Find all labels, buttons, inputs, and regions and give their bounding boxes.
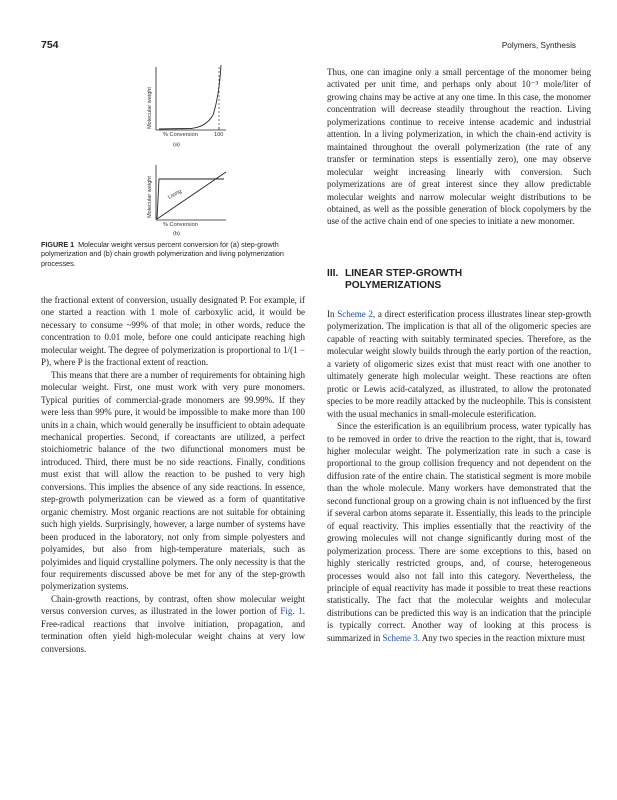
section-title-line1: LINEAR STEP-GROWTH [345, 268, 463, 279]
panel-a [147, 65, 226, 148]
right-column-top [327, 66, 591, 228]
panel-b-xlabel: % Conversion [163, 222, 198, 228]
panel-b-chain-curve [157, 179, 224, 219]
figure-caption-label: FIGURE 1 [41, 240, 75, 249]
figure-1-link[interactable]: Fig. 1 [280, 606, 303, 617]
left-p3-text-a: Chain-growth reactions, by contrast, often show molecular weight versus conversion curves, as illustrated in the lower portion of [41, 593, 305, 617]
left-p3-text-b: . Free-radical reactions that involve initiation, propagation, and termination often yield high-molecular weight chains at very low conversions. [41, 606, 305, 654]
left-paragraph-3 [41, 593, 305, 655]
page-number: 754 [41, 39, 59, 51]
panel-b-label: (b) [173, 231, 180, 237]
right-paragraph-2 [327, 308, 591, 420]
panel-b [147, 165, 226, 237]
panel-a-ylabel: Molecular weight [147, 87, 153, 129]
right-p2-text-a: In [327, 309, 338, 319]
right-paragraph-3 [327, 420, 591, 644]
panel-b-ylabel: Molecular weight [147, 176, 153, 218]
figure-caption [41, 240, 306, 268]
scheme-2-link[interactable]: Scheme 2 [337, 309, 373, 319]
panel-a-x-end-tick: 100 [214, 132, 224, 138]
section-title-line2: POLYMERIZATIONS [345, 280, 442, 291]
right-p3-text-a: Since the esterification is an equilibrium process, water typically has to be removed in order to drive the reaction to the right, that is, toward higher molecular weight. The polymerization rate in such a case is proportional to the group collision frequency and not dependent on the diffusion rate of the entire chain. The statistical segment is more mobile than the whole molecule. Many workers have demonstrated that the second functional group on a growing chain is not influenced by the first if several carbon atoms separate it. Essentially, this leads to the principle of equal reactivity. This implies essentially that the reactivity of the growing molecules will not change significantly during most of the polymerization process. There are some exceptions to this, based on highly sterically restricted groups, and, of course, heterogeneous processes would also not fall into this category. Nevertheless, the principle of equal reactivity has made it possible to treat these reactions statistically. The fact that the molecular weights and molecular distributions can be predicted this way is an indication that the principle is typically correct. Another way of looking at this process is summarized in [327, 421, 591, 643]
figure-caption-text: Molecular weight versus percent conversion for (a) step-growth polymerization and (b) chain growth polymerization and living polymerization processes. [41, 240, 284, 268]
right-p3-text-b: . Any two species in the reaction mixture must [417, 632, 585, 643]
panel-a-label: (a) [173, 142, 180, 148]
right-paragraph-1: Thus, one can imagine only a small percentage of the monomer being activated per unit time, and perhaps only about 10⁻³ mole/liter of growing chains may be active at any one time. In this case, the monomer concentration will decrease steadily throughout the reaction. Living polymerizations continue to receive intense academic and industrial attention. In a living polymerization, in which the chain-end activity is maintained throughout the overall polymerization (the rate of any transfer or termination steps is essentially zero), one may observe molecular weight increasing linearly with conversion. Such polymerizations are of great interest since they allow predictable molecular weights and narrow molecular weight distributions to be obtained, as well as the possible generation of block copolymers by the use of the active chain end of one species to initiate a new monomer. [327, 67, 591, 227]
panel-a-xlabel: % Conversion [163, 132, 198, 138]
left-paragraph-2: This means that there are a number of requirements for obtaining high molecular weight. First, one must work with very pure monomers. Typical purities of commercial-grade monomers are 99.99%. If they were less than 99% pure, it would be impossible to make more than 100 units in a chain, which would generally be insufficient to obtain adequate mechanical properties. Second, if coreactants are utilized, a perfect stoichiometric balance of the two difunctional monomers must be introduced. Third, there must be no side reactions. Finally, conditions must exist that will allow the reaction to be pushed to very high conversions. This implies the absence of any side reactions. In essence, step-growth polymerization can be viewed as a form of quantitative organic chemistry. Most organic reactions are not suitable for obtaining such high yields. Surprisingly, however, a large number of systems have been produced in the laboratory, not only from simple polyesters and polyamides, but also from high-temperature materials, such as polyimides and liquid crystalline polymers. The only necessity is that the four requirements discussed above be met for any of the step-growth polymerization systems. [41, 369, 305, 592]
left-column [41, 294, 305, 655]
right-column-bottom [327, 308, 591, 644]
scheme-3-link[interactable]: Scheme 3 [382, 632, 418, 643]
running-title: Polymers, Synthesis [501, 41, 576, 50]
left-paragraph-1: the fractional extent of conversion, usually designated P. For example, if one started a reaction with 1 mole of carboxylic acid, it would be necessary to consume ~99% of that mole; in other words, reduce the concentration to 0.01 mole, before one could anticipate reaching high molecular weight. The degree of polymerization is proportional to 1/(1 − P), where P is the fractional extent of reaction. [41, 295, 305, 368]
right-p2-text-b: , a direct esterification process illustrates linear step-growth polymerization. The implication is that all of the oligomeric species are capable of reacting with suitably terminated species. Therefore, as the molecular weight slowly builds through the early portion of the reaction, a variety of oligomeric sizes exist that must react with one another to ultimately generate high molecular weight. These reactions are often protic or Lewis acid-catalyzed, as illustrated, to allow the protonated species to be more readily attacked by the nucleophile. This is consistent with the usual mechanics in small-molecule esterification. [327, 309, 591, 419]
panel-a-curve [159, 65, 221, 129]
section-heading [327, 268, 591, 292]
panel-b-curve-label: Living [167, 188, 183, 201]
section-number: III. [327, 268, 339, 279]
